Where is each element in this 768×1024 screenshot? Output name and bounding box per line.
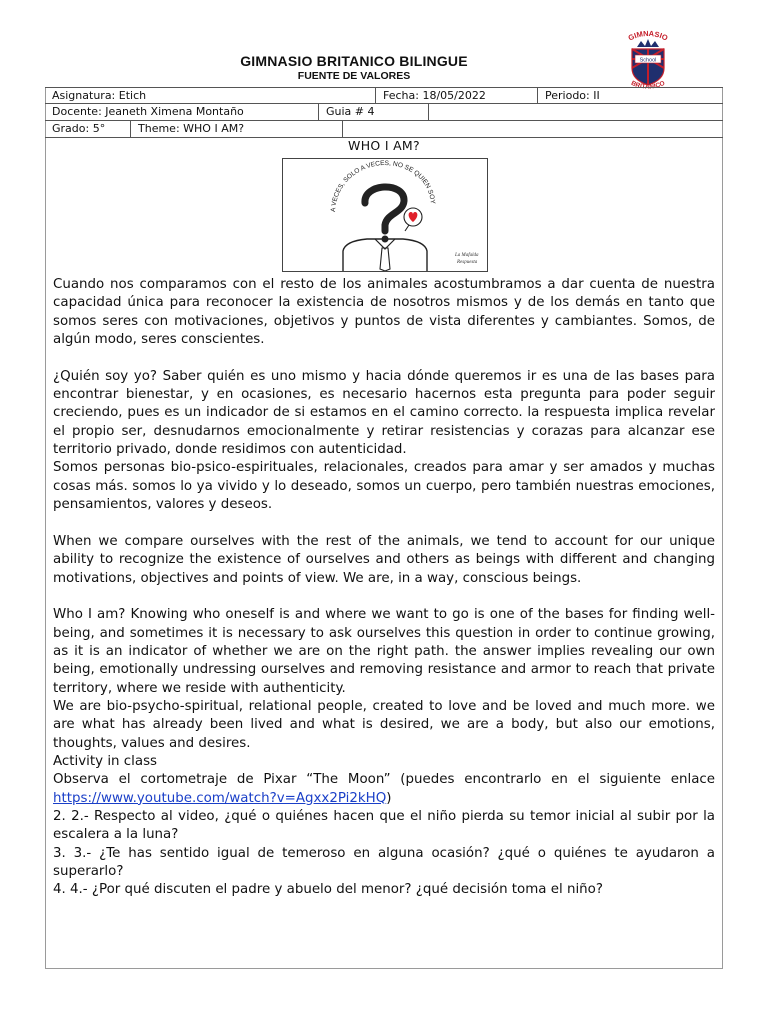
paragraph-en-3: We are bio-psycho-spiritual, relational people, created to love and be loved and much more. we are what has already been lived and what is desired, we are a body, but also our emotions, thoughts, values and desires. [53,698,715,751]
logo-bottom-text: BRITANICO [629,79,667,91]
video-link[interactable]: https://www.youtube.com/watch?v=Agxx2Pi2kHQ [53,790,387,806]
question-2: 2. 2.- Respecto al video, ¿qué o quiénes hacen que el niño pierda su temor inicial al subir por la escalera a la luna? [53,808,715,843]
school-subtitle: FUENTE DE VALORES [297,70,411,82]
paragraph-es-1: Cuando nos comparamos con el resto de los animales acostumbramos a dar cuenta de nuestra capacidad única para reconocer la existencia de nosotros mismos y de los demás en tanto que somos seres con motivaciones, objetivos y puntos de vista diferentes y cambiantes. Somos, de algún modo, seres conscientes. [53,277,715,348]
page-title: WHO I AM? [348,138,420,153]
logo-top-text: GIMNASIO [626,30,670,43]
school-name: GIMNASIO BRITANICO BILINGUE [240,53,468,69]
theme-cell: Theme: WHO I AM? [130,121,342,137]
signature-line-1: La Mafalda [455,253,479,258]
question-man-illustration [283,159,487,271]
activity-intro-end: ) [386,790,392,806]
period-cell: Periodo: II [537,88,723,104]
logo-badge-text: School [639,57,657,64]
guide-cell: Guia # 4 [318,104,428,120]
paragraph-en-1: When we compare ourselves with the rest of the animals, we tend to account for our unique ability to recognize the existence of ourselves and others as beings with different and changing motivations, objectives and points of view. We are, in a way, conscious beings. [53,533,715,586]
paragraph-es-3: Somos personas bio-psico-espirituales, relacionales, creados para amar y ser amados y muchas cosas más. somos lo ya vivido y lo deseado, somos un cuerpo, pero también nuestras emociones, pensamientos, valores y deseos. [53,460,715,513]
paragraph-en-2: Who I am? Knowing who oneself is and where we want to go is one of the bases for finding well-being, and sometimes it is necessary to ask ourselves this question in order to continue growing, as it is an indicator of whether we are on the right path. the answer implies revealing our own being, emotionally undressing ourselves and removing resistance and armor to reach that private territory, where we reside with authenticity. [53,607,715,696]
subject-cell: Asignatura: Etich [52,89,147,102]
grade-cell: Grado: 5° [52,122,106,135]
teacher-cell: Docente: Jeaneth Ximena Montaño [52,105,244,118]
info-row-grade [45,121,723,138]
document-body [53,276,715,900]
question-4: 4. 4.- ¿Por qué discuten el padre y abuelo del menor? ¿qué decisión toma el niño? [53,882,603,898]
info-row-subject [45,87,723,104]
activity-intro [53,771,715,808]
tie-icon [380,248,390,271]
illustration [282,158,488,272]
question-3: 3. 3.- ¿Te has sentido igual de temeroso en alguna ocasión? ¿qué o quiénes te ayudaron a superarlo? [53,845,715,879]
date-cell: Fecha: 18/05/2022 [375,88,537,104]
activity-intro-text: Observa el cortometraje de Pixar “The Moon” (puedes encontrarlo en el siguiente enlace [53,772,715,788]
info-row-teacher [45,104,723,121]
activity-heading: Activity in class [53,753,158,769]
paragraph-es-2: ¿Quién soy yo? Saber quién es uno mismo y hacia dónde queremos ir es una de las bases para encontrar bienestar, y en ocasiones, es necesario hacernos esta pregunta para poder seguir creciendo, pues es un indicador de si estamos en el camino correcto. la respuesta implica revelar el propio ser, desnudarnos emocionalmente y retirar resistencias y corazas para alcanzar ese territorio privado, donde residimos con autenticidad. [53,368,715,458]
signature-line-2: Respuesta [457,260,478,265]
crown-icon [637,39,659,47]
question-mark-icon [365,187,404,231]
illustration-caption: A VECES, SOLO A VECES, NO SE QUIEN SOY [329,159,437,213]
